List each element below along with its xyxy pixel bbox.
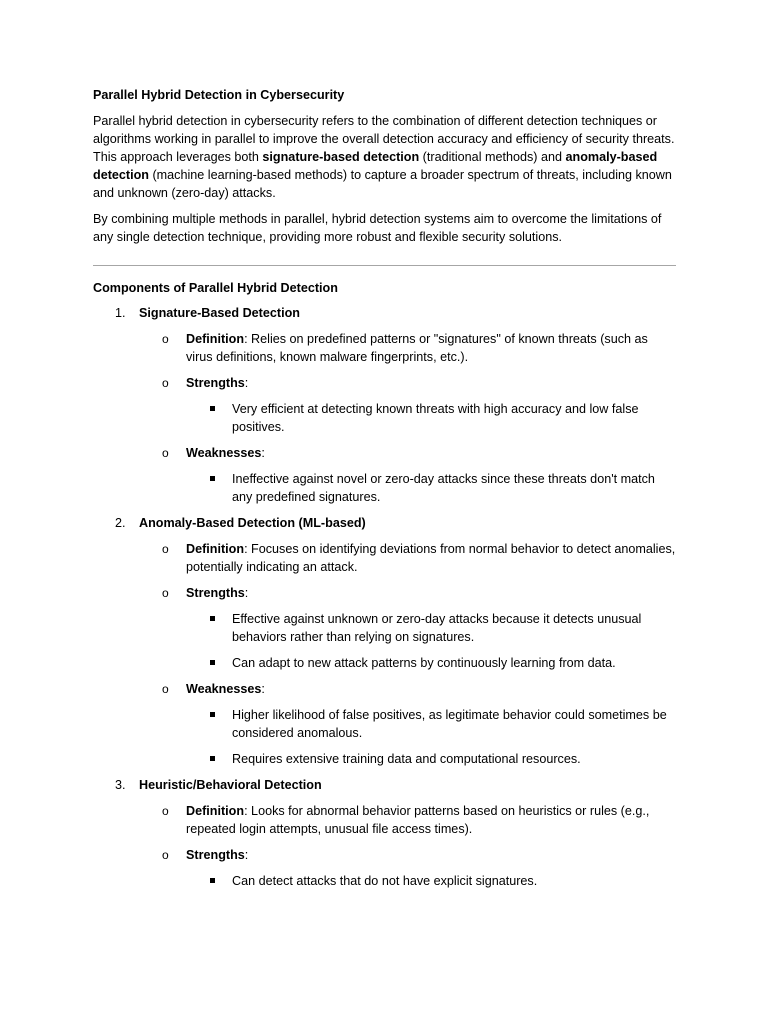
component-title: Anomaly-Based Detection (ML-based) (139, 516, 366, 530)
component-item (93, 776, 676, 794)
list-number: 2. (115, 516, 126, 530)
square-bullet-icon (210, 756, 215, 761)
component-item (93, 514, 676, 532)
strength-text: Effective against unknown or zero-day attacks because it detects unusual behaviors rather than relying on signatures. (232, 612, 642, 644)
square-bullet-icon (210, 712, 215, 717)
label-colon: : (261, 446, 265, 460)
weaknesses-item (93, 680, 676, 698)
strengths-item (93, 374, 676, 392)
definition-text: : Looks for abnormal behavior patterns based on heuristics or rules (e.g., repeated login attempts, unusual file access times). (186, 804, 650, 836)
weakness-point (93, 470, 676, 506)
circle-bullet-icon: o (162, 376, 169, 390)
intro-paragraph (93, 112, 676, 202)
components-heading: Components of Parallel Hybrid Detection (93, 281, 338, 295)
document-title: Parallel Hybrid Detection in Cybersecurity (93, 88, 345, 102)
intro-text: (traditional methods) and (419, 150, 566, 164)
weakness-text: Ineffective against novel or zero-day attacks since these threats don't match any predefined signatures. (232, 472, 655, 504)
summary-paragraph: By combining multiple methods in parallel, hybrid detection systems aim to overcome the limitations of any single detection technique, providing more robust and flexible security solutions. (93, 212, 662, 244)
strength-point (93, 400, 676, 436)
weakness-text: Higher likelihood of false positives, as legitimate behavior could sometimes be considered anomalous. (232, 708, 667, 740)
strengths-item (93, 584, 676, 602)
intro-emphasis-anomaly: anomaly-based detection (93, 150, 658, 182)
label-colon: : (244, 586, 249, 600)
document-page (93, 86, 676, 898)
component-title: Signature-Based Detection (139, 306, 300, 320)
label-colon: : (244, 848, 249, 862)
circle-bullet-icon: o (162, 446, 169, 460)
definition-item (93, 330, 676, 366)
square-bullet-icon (210, 878, 215, 883)
weakness-point (93, 750, 676, 768)
circle-bullet-icon: o (162, 804, 169, 818)
weaknesses-label: Weaknesses (186, 682, 262, 696)
strength-text: Very efficient at detecting known threats with high accuracy and low false positives. (232, 402, 639, 434)
definition-label: Definition (186, 332, 245, 346)
strengths-item (93, 846, 676, 864)
strength-point (93, 654, 676, 672)
intro-text: (machine learning-based methods) to capture a broader spectrum of threats, including known and unknown (zero-day) attacks. (93, 168, 672, 200)
weaknesses-label: Weaknesses (186, 446, 262, 460)
label-colon: : (261, 682, 265, 696)
circle-bullet-icon: o (162, 586, 169, 600)
strength-text: Can adapt to new attack patterns by continuously learning from data. (232, 656, 616, 670)
weakness-point (93, 706, 676, 742)
weaknesses-item (93, 444, 676, 462)
component-item (93, 304, 676, 322)
label-colon: : (244, 376, 249, 390)
definition-label: Definition (186, 804, 245, 818)
circle-bullet-icon: o (162, 682, 169, 696)
definition-label: Definition (186, 542, 245, 556)
component-title: Heuristic/Behavioral Detection (139, 778, 322, 792)
square-bullet-icon (210, 406, 215, 411)
circle-bullet-icon: o (162, 542, 169, 556)
strengths-label: Strengths (186, 586, 245, 600)
weakness-text: Requires extensive training data and computational resources. (232, 752, 581, 766)
strength-text: Can detect attacks that do not have explicit signatures. (232, 874, 538, 888)
strength-point (93, 610, 676, 646)
circle-bullet-icon: o (162, 332, 169, 346)
list-number: 3. (115, 778, 126, 792)
horizontal-divider (93, 265, 676, 266)
intro-text: Parallel hybrid detection in cybersecurity refers to the combination of different detection techniques or algorithms working in parallel to improve the overall detection accuracy and efficiency of security threats. This approach leverages both (93, 114, 675, 164)
definition-item (93, 540, 676, 576)
square-bullet-icon (210, 616, 215, 621)
intro-emphasis-signature: signature-based detection (262, 150, 420, 164)
square-bullet-icon (210, 660, 215, 665)
list-number: 1. (115, 306, 126, 320)
circle-bullet-icon: o (162, 848, 169, 862)
strength-point (93, 872, 676, 890)
definition-item (93, 802, 676, 838)
definition-text: : Relies on predefined patterns or "signatures" of known threats (such as virus definitions, known malware fingerprints, etc.). (186, 332, 648, 364)
definition-text: : Focuses on identifying deviations from normal behavior to detect anomalies, potentially indicating an attack. (186, 542, 676, 574)
strengths-label: Strengths (186, 848, 245, 862)
square-bullet-icon (210, 476, 215, 481)
strengths-label: Strengths (186, 376, 245, 390)
